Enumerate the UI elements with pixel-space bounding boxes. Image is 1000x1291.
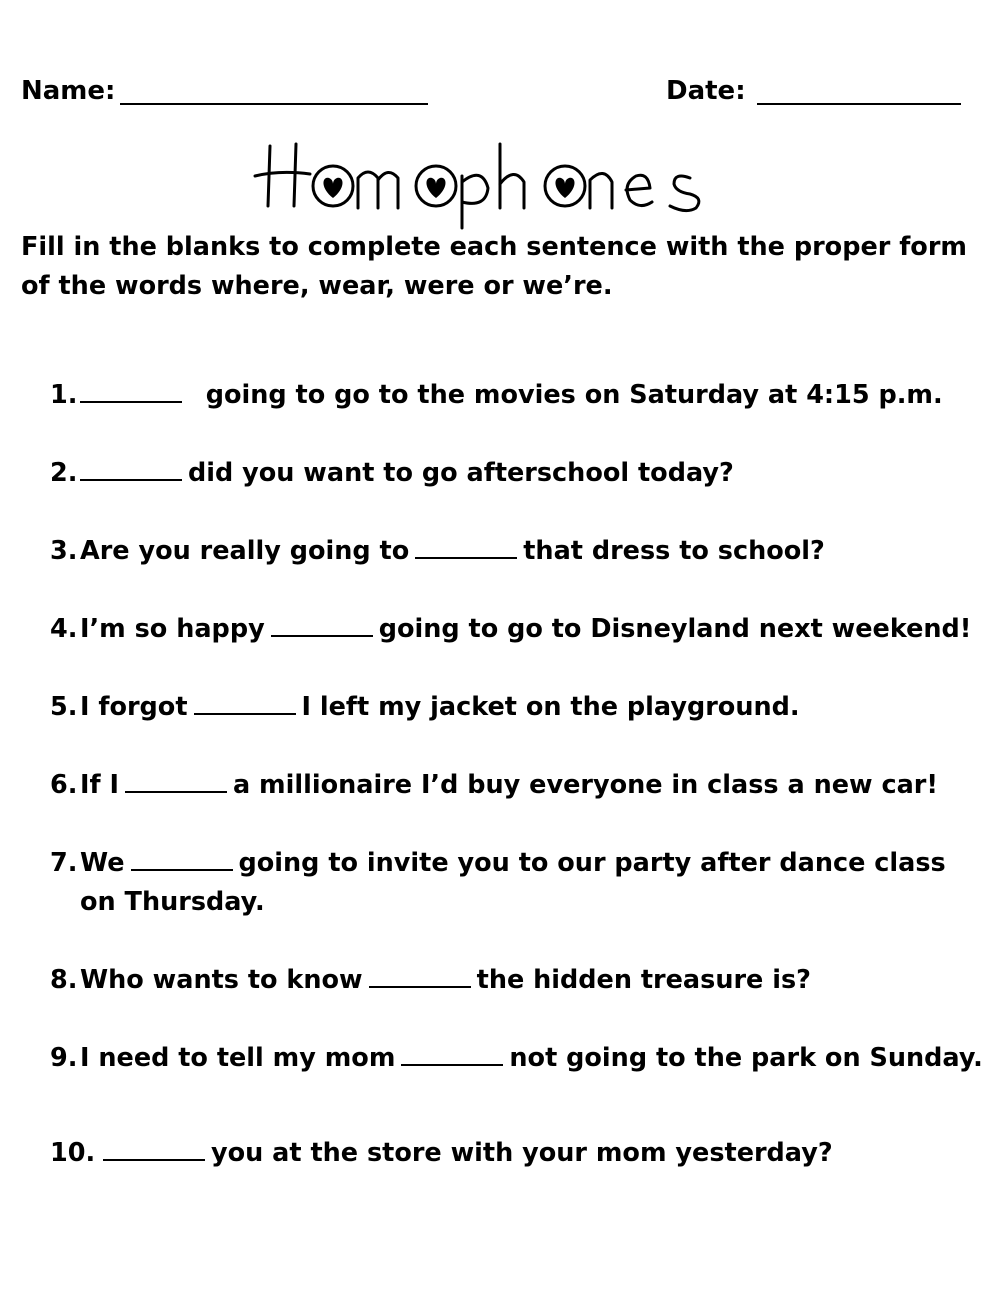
- question-number: 2.: [50, 458, 78, 488]
- question-text: not going to the park on Sunday.: [509, 1043, 983, 1073]
- question-text-before: I forgot: [80, 692, 188, 722]
- question-text: that dress to school?: [523, 536, 825, 566]
- question-text-before: I need to tell my mom: [80, 1043, 396, 1073]
- instructions: Fill in the blanks to complete each sentence with the proper form of the words where, wear, were or we’re.: [21, 232, 967, 301]
- question-text-before: Are you really going to: [80, 536, 410, 566]
- question-number: 8.: [50, 965, 78, 995]
- answer-blank[interactable]: [415, 537, 517, 559]
- question-text: a millionaire I’d buy everyone in class a new car!: [232, 770, 938, 800]
- question-number: 10.: [50, 1138, 96, 1168]
- answer-blank[interactable]: [401, 1044, 503, 1066]
- answer-blank[interactable]: [80, 381, 182, 403]
- answer-blank[interactable]: [103, 1139, 205, 1161]
- answer-blank[interactable]: [369, 966, 471, 988]
- question-text: did you want to go afterschool today?: [188, 458, 734, 488]
- title-homophones: [250, 136, 720, 231]
- question-number: 1.: [50, 380, 78, 410]
- question-text: going to invite you to our party after dance class on Thursday.: [80, 848, 955, 917]
- question-number: 3.: [50, 536, 78, 566]
- question-text-before: Who wants to know: [80, 965, 363, 995]
- question-text-before: I’m so happy: [80, 614, 265, 644]
- question-number: 9.: [50, 1043, 78, 1073]
- answer-blank[interactable]: [80, 459, 182, 481]
- name-label: Name:: [21, 76, 116, 106]
- question-number: 6.: [50, 770, 78, 800]
- answer-blank[interactable]: [131, 849, 233, 871]
- question-text-before: We: [80, 848, 125, 878]
- answer-blank[interactable]: [125, 771, 227, 793]
- question-number: 4.: [50, 614, 78, 644]
- question-text-before: If I: [80, 770, 119, 800]
- question-number: 7.: [50, 848, 78, 878]
- question-text: going to go to the movies on Saturday at 4:15 p.m.: [188, 380, 943, 410]
- date-label: Date:: [666, 76, 746, 106]
- question-number: 5.: [50, 692, 78, 722]
- date-field[interactable]: [757, 103, 961, 105]
- question-text: I left my jacket on the playground.: [301, 692, 800, 722]
- question-text: you at the store with your mom yesterday?: [211, 1138, 833, 1168]
- question-text: going to go to Disneyland next weekend!: [378, 614, 972, 644]
- question-text: the hidden treasure is?: [476, 965, 811, 995]
- name-field[interactable]: [120, 103, 428, 105]
- answer-blank[interactable]: [271, 615, 373, 637]
- answer-blank[interactable]: [194, 693, 296, 715]
